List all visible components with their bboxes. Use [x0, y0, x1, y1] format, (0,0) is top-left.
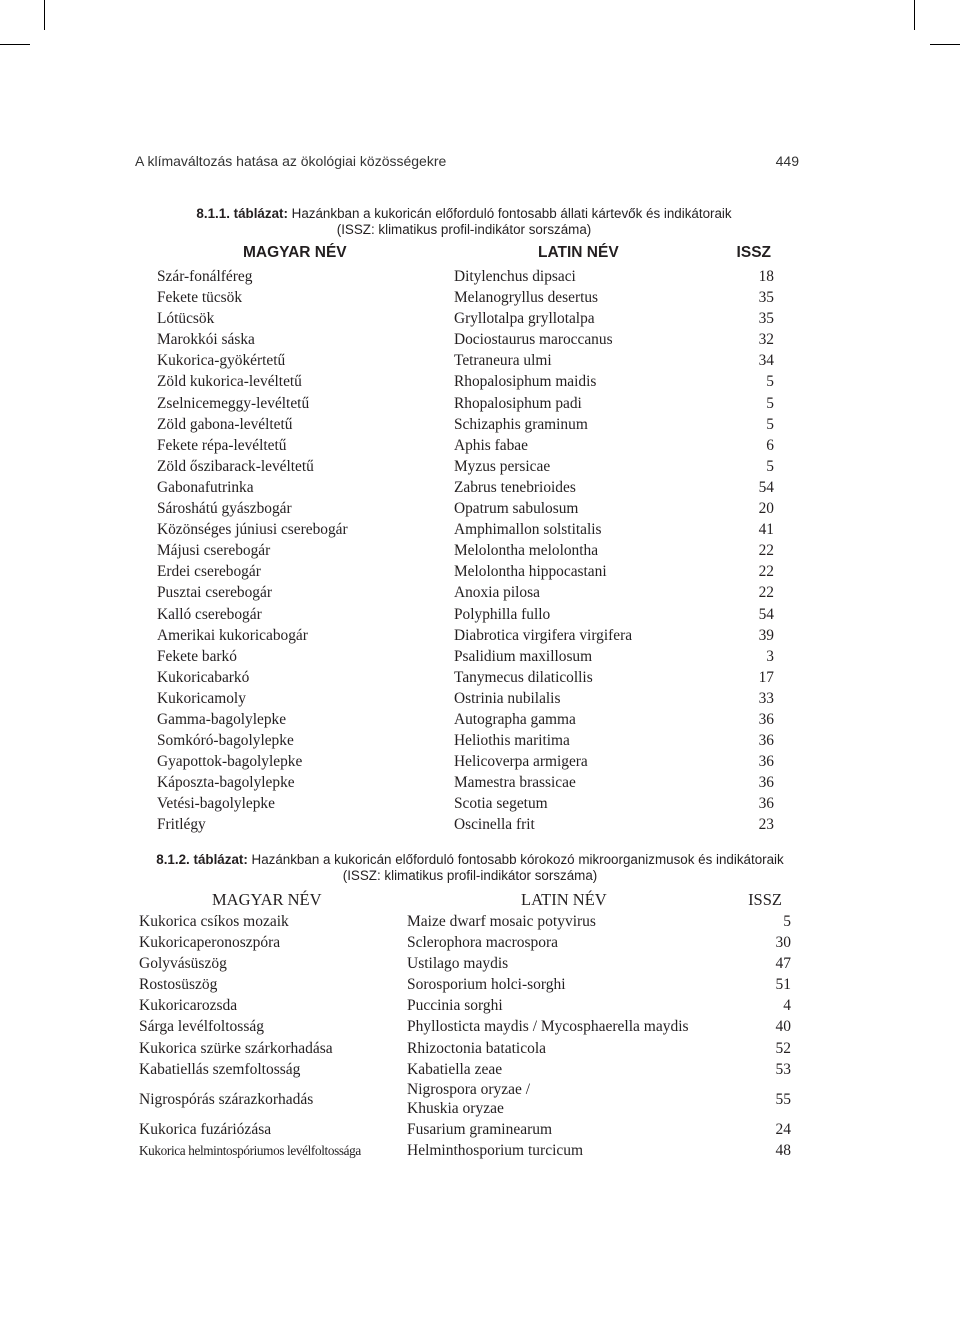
table1-caption [140, 206, 788, 238]
table-row [157, 730, 774, 751]
table-row [157, 393, 774, 414]
table2-header-row [139, 890, 791, 911]
table-row [139, 1140, 791, 1161]
latin-nev-cell: Opatrum sabulosum [454, 500, 579, 518]
latin-nev-cell: Puccinia sorghi [407, 997, 503, 1015]
table1-caption-text: Hazánkban a kukoricán előforduló fontosabb állati kártevők és indikátoraik [287, 206, 732, 221]
magyar-nev-cell: Fekete tücsök [157, 289, 243, 307]
table1-body [157, 266, 774, 836]
issz-cell: 51 [775, 976, 791, 994]
issz-cell: 48 [775, 1141, 791, 1159]
magyar-nev-cell: Kukorica helmintospóriumos levélfoltossága [139, 1142, 361, 1158]
latin-nev-cell: Helicoverpa armigera [454, 753, 588, 771]
latin-nev-cell: Heliothis maritima [454, 732, 570, 750]
table-row [157, 667, 774, 688]
magyar-nev-cell: Zöld gabona-levéltetű [157, 415, 293, 433]
table-row [157, 646, 774, 667]
magyar-nev-cell: Nigrospórás szárazkorhadás [139, 1090, 314, 1108]
table-row [157, 814, 774, 835]
issz-cell: 3 [766, 647, 774, 665]
issz-cell: 5 [766, 457, 774, 475]
issz-cell: 5 [766, 394, 774, 412]
magyar-nev-cell: Erdei cserebogár [157, 563, 261, 581]
latin-nev-cell: Ustilago maydis [407, 955, 509, 973]
table-row [157, 625, 774, 646]
crop-mark-top-left-h [0, 44, 30, 45]
table1-header-latin: LATIN NÉV [538, 244, 619, 261]
magyar-nev-cell: Marokkói sáska [157, 331, 255, 349]
table2-header-magyar: MAGYAR NÉV [212, 890, 322, 909]
latin-nev-cell: Psalidium maxillosum [454, 647, 593, 665]
latin-nev-cell: Helminthosporium turcicum [407, 1141, 584, 1159]
magyar-nev-cell: Rostosüszög [139, 976, 218, 994]
latin-nev-cell: Rhopalosiphum padi [454, 394, 582, 412]
latin-nev-cell: Sorosporium holci-sorghi [407, 976, 566, 994]
table-row [157, 561, 774, 582]
issz-cell: 5 [766, 415, 774, 433]
issz-cell: 39 [758, 626, 774, 644]
table-row [157, 772, 774, 793]
table1-header-issz: ISSZ [736, 244, 771, 261]
table-row [157, 287, 774, 308]
table-row [157, 414, 774, 435]
latin-nev-cell: Tanymecus dilaticollis [454, 668, 593, 686]
table-row [157, 540, 774, 561]
table1-header-magyar: MAGYAR NÉV [243, 244, 347, 261]
table-row [157, 751, 774, 772]
issz-cell: 35 [758, 310, 774, 328]
magyar-nev-cell: Zöld őszibarack-levéltetű [157, 457, 314, 475]
latin-nev-cell: Ditylenchus dipsaci [454, 268, 576, 285]
table-row [157, 582, 774, 603]
page-number: 449 [775, 153, 799, 169]
latin-nev-cell: Schizaphis graminum [454, 415, 588, 433]
table-row [157, 371, 774, 392]
issz-cell: 55 [775, 1090, 791, 1108]
table2-caption [130, 852, 810, 884]
magyar-nev-cell: Sároshátú gyászbogár [157, 500, 292, 518]
issz-cell: 36 [758, 795, 774, 813]
magyar-nev-cell: Kukoricarozsda [139, 997, 238, 1015]
latin-nev-cell: Zabrus tenebrioides [454, 478, 576, 496]
magyar-nev-cell: Kabatiellás szemfoltosság [139, 1060, 301, 1078]
magyar-nev-cell: Kukoricaperonoszpóra [139, 934, 281, 952]
magyar-nev-cell: Pusztai cserebogár [157, 584, 272, 602]
table1-caption-line2: (ISSZ: klimatikus profil-indikátor sorszáma) [336, 222, 592, 237]
table-row [157, 266, 774, 287]
magyar-nev-cell: Fritlégy [157, 816, 206, 834]
magyar-nev-cell: Májusi cserebogár [157, 542, 271, 560]
magyar-nev-cell: Kukoricamoly [157, 689, 246, 707]
latin-nev-cell: Sclerophora macrospora [407, 934, 559, 952]
table-row [139, 1038, 791, 1059]
latin-nev-cell: Melolontha melolontha [454, 542, 599, 560]
table2-caption-label: 8.1.2. táblázat: [156, 852, 248, 867]
table-row [157, 688, 774, 709]
latin-nev-cell: Rhizoctonia bataticola [407, 1039, 547, 1057]
latin-nev-cell: Rhopalosiphum maidis [454, 373, 597, 391]
issz-cell: 36 [758, 774, 774, 792]
issz-cell: 54 [758, 478, 774, 496]
magyar-nev-cell: Közönséges júniusi cserebogár [157, 521, 348, 539]
latin-nev-cell: Mamestra brassicae [454, 774, 576, 792]
table-row [139, 1059, 791, 1080]
magyar-nev-cell: Fekete répa-levéltetű [157, 436, 287, 454]
latin-nev-cell: Amphimallon solstitalis [454, 521, 602, 539]
issz-cell: 32 [758, 331, 774, 349]
table1-header-row [157, 244, 774, 266]
crop-mark-top-left-v [44, 0, 45, 30]
table1-caption-line1 [140, 206, 788, 222]
latin-nev-cell: Melanogryllus desertus [454, 289, 599, 307]
magyar-nev-cell: Zöld kukorica-levéltetű [157, 373, 302, 391]
issz-cell: 6 [766, 436, 774, 454]
magyar-nev-cell: Sárga levélfoltosság [139, 1018, 264, 1036]
issz-cell: 40 [775, 1018, 791, 1036]
latin-nev-cell: Scotia segetum [454, 795, 548, 813]
running-head-title: A klímaváltozás hatása az ökológiai közösségekre [135, 153, 447, 169]
magyar-nev-cell: Zselnicemeggy-levéltetű [157, 394, 310, 412]
issz-cell: 53 [775, 1060, 791, 1078]
latin-nev-cell: Melolontha hippocastani [454, 563, 607, 581]
magyar-nev-cell: Gyapottok-bagolylepke [157, 753, 303, 771]
table2-caption-line2: (ISSZ: klimatikus profil-indikátor sorszáma) [342, 868, 598, 883]
issz-cell: 18 [758, 268, 774, 285]
table2-body [139, 911, 791, 1161]
latin-nev-cell: Autographa gamma [454, 710, 576, 728]
issz-cell: 35 [758, 289, 774, 307]
table2-header-latin: LATIN NÉV [521, 890, 607, 909]
issz-cell: 36 [758, 753, 774, 771]
issz-cell: 41 [758, 521, 774, 539]
latin-nev-cell: Kabatiella zeae [407, 1060, 503, 1078]
magyar-nev-cell: Gabonafutrinka [157, 478, 254, 496]
magyar-nev-cell: Fekete barkó [157, 647, 237, 665]
latin-nev-cell [407, 1080, 737, 1119]
table-row [157, 456, 774, 477]
table-row [139, 911, 791, 932]
table-row [157, 435, 774, 456]
magyar-nev-cell: Golyvásüszög [139, 955, 227, 973]
table-row [139, 932, 791, 953]
issz-cell: 22 [758, 584, 774, 602]
table-row [157, 604, 774, 625]
latin-nev-cell: Phyllosticta maydis / Mycosphaerella maydis [407, 1018, 689, 1036]
latin-nev-cell: Oscinella frit [454, 816, 535, 834]
table2-caption-line1 [130, 852, 810, 868]
magyar-nev-cell: Somkóró-bagolylepke [157, 732, 294, 750]
table-row [157, 498, 774, 519]
issz-cell: 36 [758, 710, 774, 728]
issz-cell: 47 [775, 955, 791, 973]
issz-cell: 24 [775, 1120, 791, 1138]
issz-cell: 23 [758, 816, 774, 834]
magyar-nev-cell: Kukorica fuzáriózása [139, 1120, 272, 1138]
latin-nev-cell: Fusarium graminearum [407, 1120, 553, 1138]
table-row [139, 995, 791, 1016]
issz-cell: 22 [758, 542, 774, 560]
magyar-nev-cell: Káposzta-bagolylepke [157, 774, 295, 792]
table-row [157, 793, 774, 814]
latin-nev-cell: Dociostaurus maroccanus [454, 331, 613, 349]
issz-cell: 36 [758, 732, 774, 750]
magyar-nev-cell: Kukorica csíkos mozaik [139, 913, 289, 930]
table-row [157, 350, 774, 371]
latin-nev-line: Khuskia oryzae [407, 1100, 504, 1118]
issz-cell: 4 [783, 997, 791, 1015]
issz-cell: 33 [758, 689, 774, 707]
table-row [139, 974, 791, 995]
crop-mark-top-right-h [930, 44, 960, 45]
table2-header-issz: ISSZ [748, 890, 782, 909]
table-row [157, 519, 774, 540]
latin-nev-cell: Gryllotalpa gryllotalpa [454, 310, 595, 328]
table-row [139, 953, 791, 974]
issz-cell: 30 [775, 934, 791, 952]
table1-caption-label: 8.1.1. táblázat: [196, 206, 288, 221]
magyar-nev-cell: Gamma-bagolylepke [157, 710, 287, 728]
table2 [139, 890, 791, 1161]
issz-cell: 52 [775, 1039, 791, 1057]
issz-cell: 20 [758, 500, 774, 518]
magyar-nev-cell: Kukorica-gyökértetű [157, 352, 286, 370]
issz-cell: 22 [758, 563, 774, 581]
latin-nev-cell: Myzus persicae [454, 457, 551, 475]
latin-nev-cell: Maize dwarf mosaic potyvirus [407, 913, 596, 930]
issz-cell: 34 [758, 352, 774, 370]
issz-cell: 5 [766, 373, 774, 391]
latin-nev-cell: Anoxia pilosa [454, 584, 540, 602]
table-row [139, 1016, 791, 1037]
magyar-nev-cell: Lótücsök [157, 310, 215, 328]
table2-caption-text: Hazánkban a kukoricán előforduló fontosabb kórokozó mikroorganizmusok és indikátoraik [247, 852, 784, 867]
latin-nev-cell: Diabrotica virgifera virgifera [454, 626, 633, 644]
issz-cell: 17 [758, 668, 774, 686]
table-row [139, 1119, 791, 1140]
crop-mark-top-right-v [914, 0, 915, 30]
magyar-nev-cell: Vetési-bagolylepke [157, 795, 275, 813]
table-row [157, 308, 774, 329]
issz-cell: 54 [758, 605, 774, 623]
latin-nev-cell: Polyphilla fullo [454, 605, 551, 623]
latin-nev-cell: Aphis fabae [454, 436, 528, 454]
table1 [157, 244, 774, 836]
magyar-nev-cell: Amerikai kukoricabogár [157, 626, 308, 644]
latin-nev-cell: Ostrinia nubilalis [454, 689, 561, 707]
magyar-nev-cell: Kukorica szürke szárkorhadása [139, 1039, 333, 1057]
magyar-nev-cell: Kalló cserebogár [157, 605, 262, 623]
table-row [139, 1080, 791, 1119]
issz-cell: 5 [783, 913, 791, 930]
latin-nev-cell: Tetraneura ulmi [454, 352, 552, 370]
table-row [157, 329, 774, 350]
magyar-nev-cell: Szár-fonálféreg [157, 268, 253, 285]
running-head [135, 153, 799, 169]
table-row [157, 709, 774, 730]
table-row [157, 477, 774, 498]
latin-nev-line: Nigrospora oryzae / [407, 1080, 531, 1098]
magyar-nev-cell: Kukoricabarkó [157, 668, 250, 686]
